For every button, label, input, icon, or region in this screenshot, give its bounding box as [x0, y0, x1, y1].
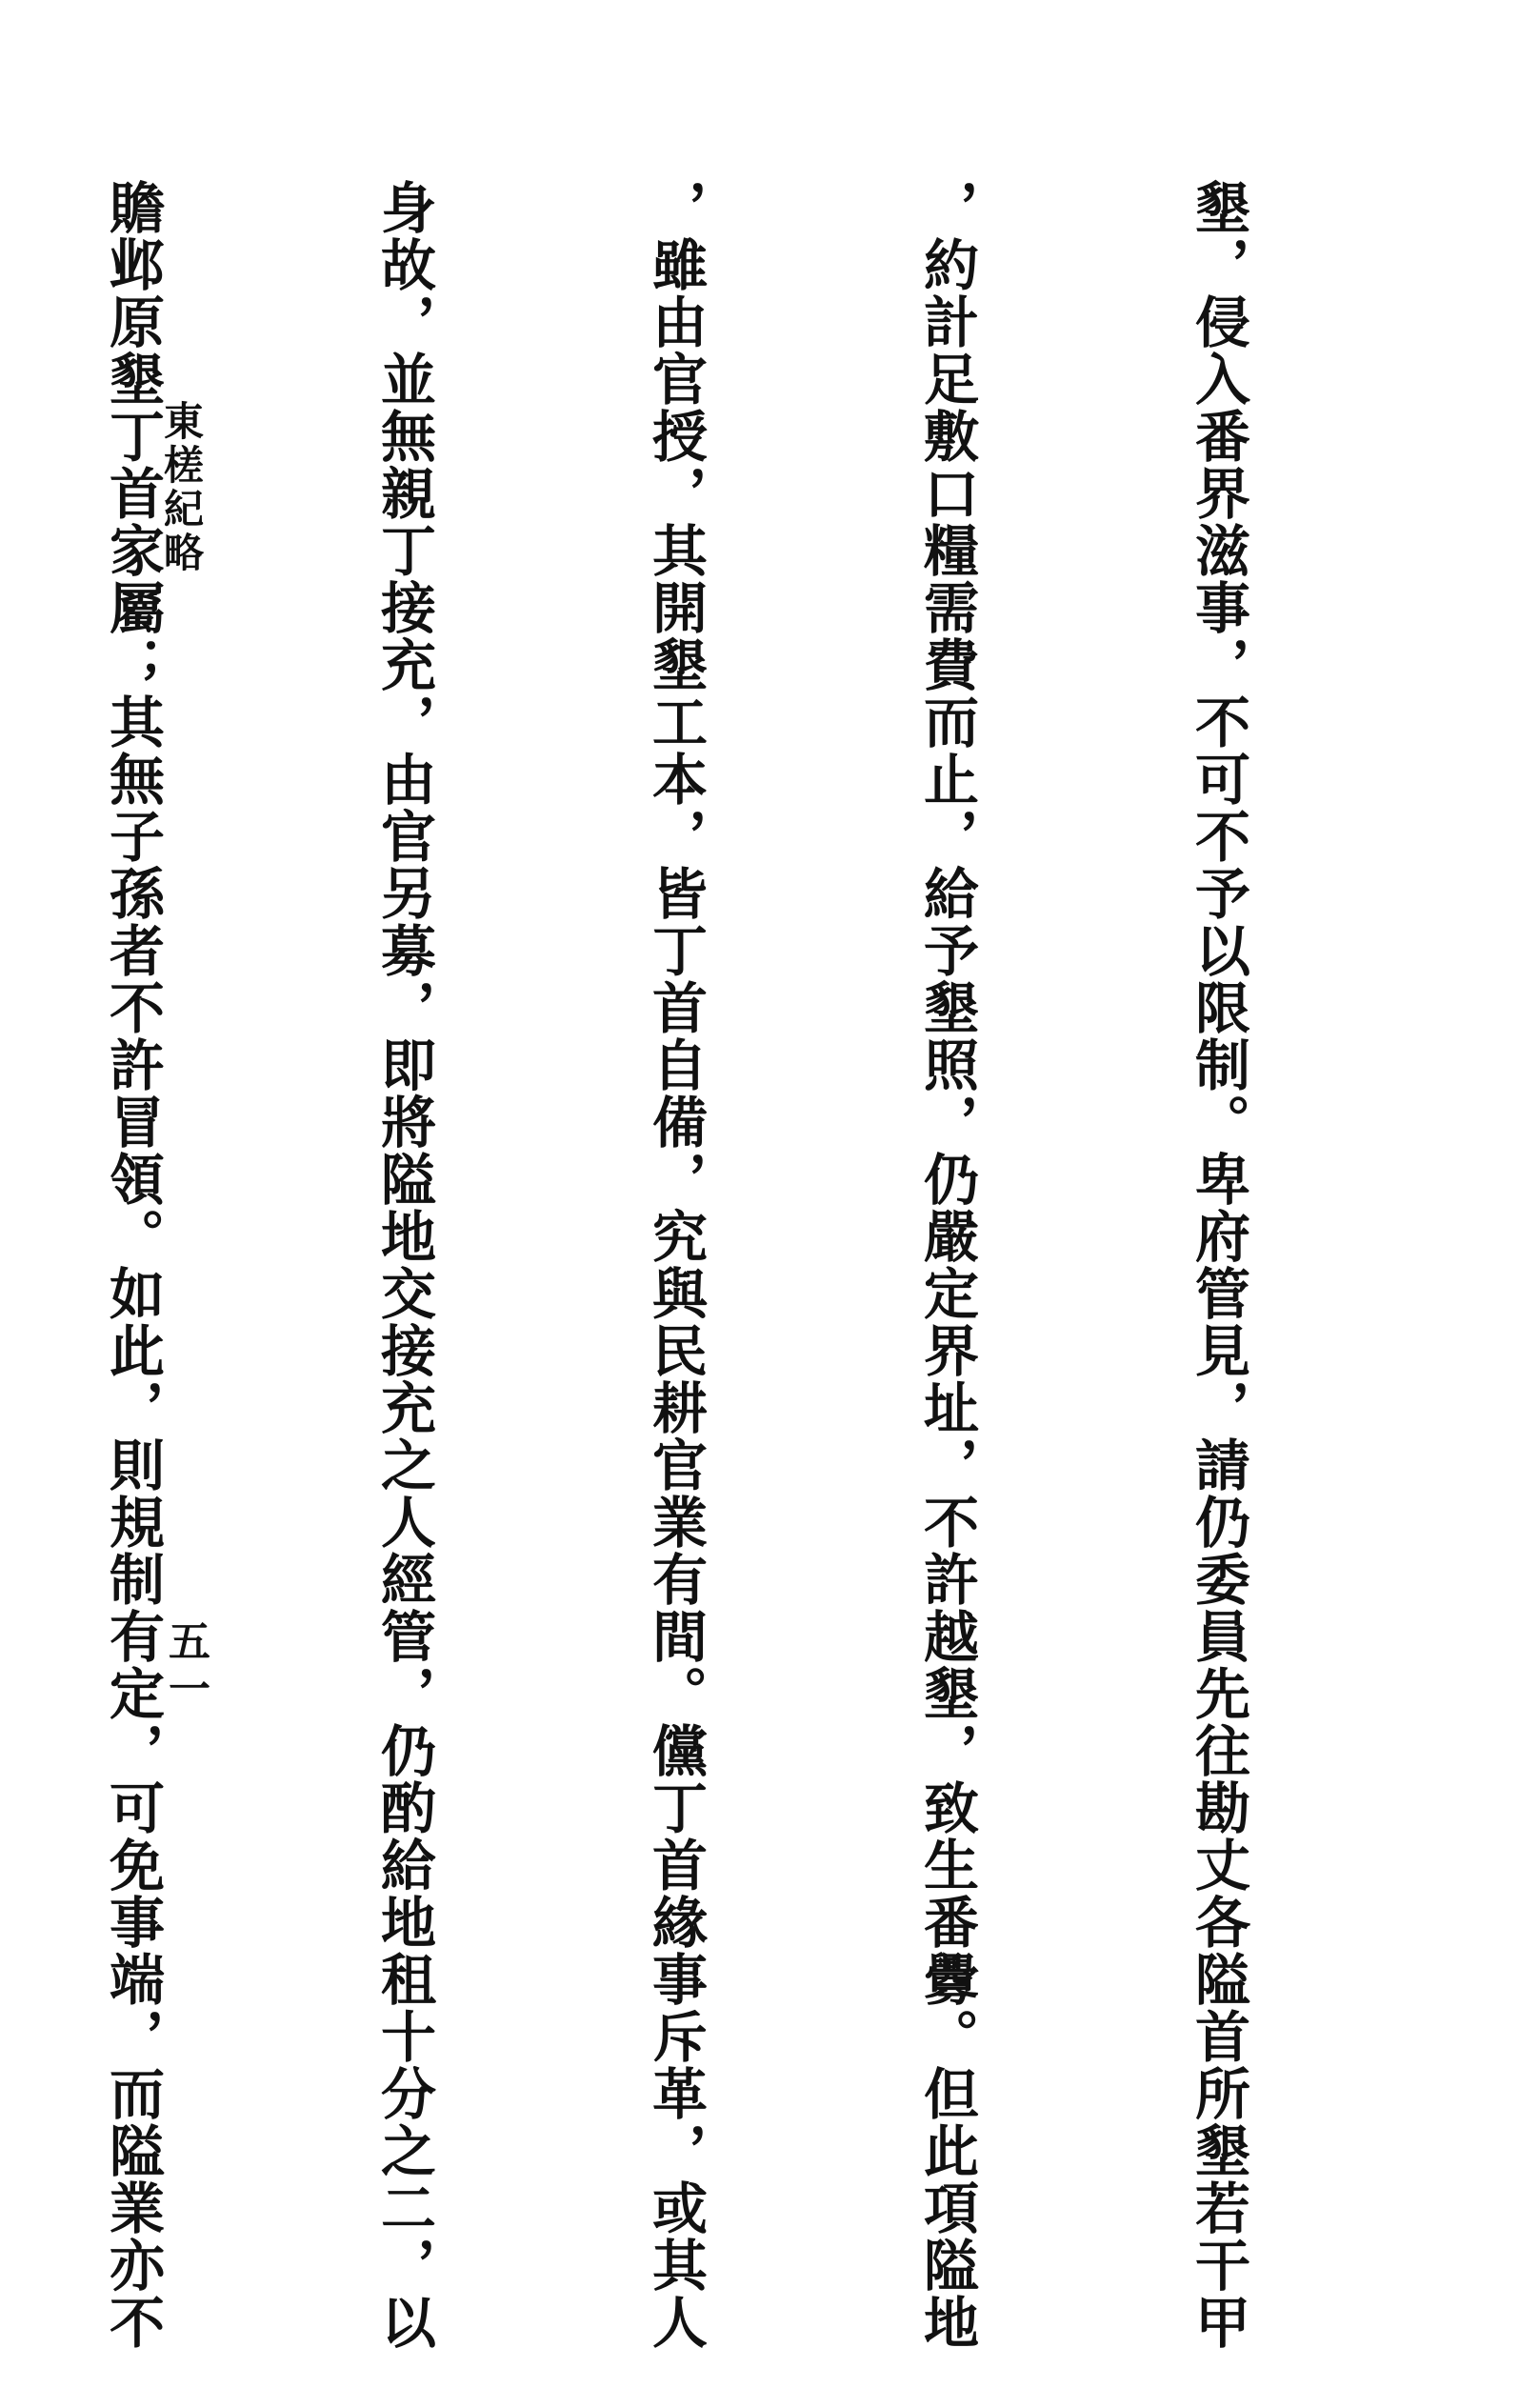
text-column: ，雖由官授，其開墾工本，皆丁首自備，究與民耕官業有間。儻丁首緣事斥革，或其人 — [643, 179, 708, 2351]
text-column: ，約計足敷口糧需費而止，給予墾照，仍嚴定界址，不許越墾，致生番釁。但此項隘地 — [914, 179, 979, 2351]
body-text — [0, 179, 1444, 2351]
text-column: 身故，並無親丁接充，由官另募，即將隘地交接充之人經管，仍酌給地租十分之二，以 — [371, 179, 436, 2351]
page-number: 五一 — [161, 1619, 210, 1715]
text-column: 贍邺原墾丁首家屬；其無子孫者不許冒領。如此，則規制有定，可免事端，而隘業亦不 — [100, 179, 165, 2351]
text-column: 墾，侵入番界滋事，不可不予以限制。卑府管見，請仍委員先往勘丈各隘首所墾若干甲 — [1186, 179, 1250, 2351]
book-title: 東槎紀略 — [158, 400, 205, 575]
